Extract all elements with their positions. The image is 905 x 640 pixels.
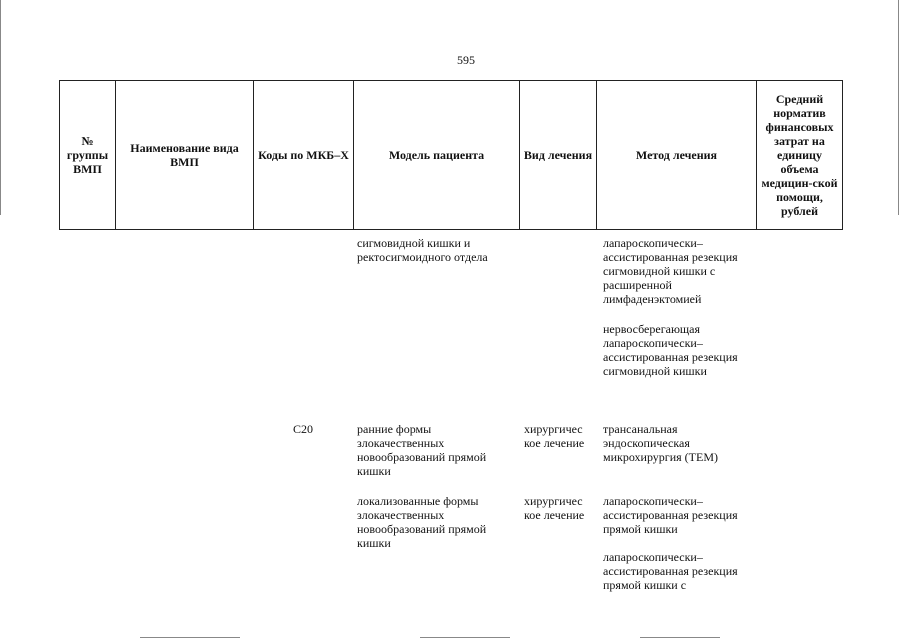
scan-edge-mark: [640, 637, 720, 638]
row-treatment: хирургичес кое лечение: [524, 494, 585, 522]
header-cost: Средний норматив финансовых затрат на единицу объема медицин-ской помощи, рублей: [757, 81, 843, 230]
header-method: Метод лечения: [597, 81, 757, 230]
header-group-no: № группы ВМП: [60, 81, 116, 230]
row-model: локализованные формы злокачественных новообразований прямой кишки: [357, 494, 487, 550]
scan-edge-mark: [140, 637, 240, 638]
row-code: C20: [293, 422, 314, 436]
row-method: трансанальная эндоскопическая микрохирургия (ТЕМ): [603, 422, 718, 464]
scan-edge-mark: [0, 0, 1, 215]
row-model: ранние формы злокачественных новообразований прямой кишки: [357, 422, 487, 478]
scan-edge-mark: [420, 637, 510, 638]
row-treatment: хирургичес кое лечение: [524, 422, 585, 450]
table-header: [59, 80, 843, 230]
header-row: [60, 81, 843, 230]
row-model: сигмовидной кишки и ректосигмоидного отдела: [357, 236, 488, 264]
header-treatment-type: Вид лечения: [520, 81, 597, 230]
row-method: нервосберегающая лапароскопически–ассистированная резекция сигмовидной кишки: [603, 322, 738, 378]
header-patient-model: Модель пациента: [354, 81, 520, 230]
header-codes: Коды по МКБ–Х: [254, 81, 354, 230]
page-number: 595: [457, 53, 475, 67]
row-method: лапароскопически–ассистированная резекция сигмовидной кишки с расширенной лимфаденэктомией: [603, 236, 738, 306]
header-name: Наименование вида ВМП: [116, 81, 254, 230]
row-method: лапароскопически–ассистированная резекция прямой кишки: [603, 494, 738, 536]
row-method: лапароскопически–ассистированная резекция прямой кишки с: [603, 550, 738, 592]
scan-edge-mark: [898, 0, 899, 215]
